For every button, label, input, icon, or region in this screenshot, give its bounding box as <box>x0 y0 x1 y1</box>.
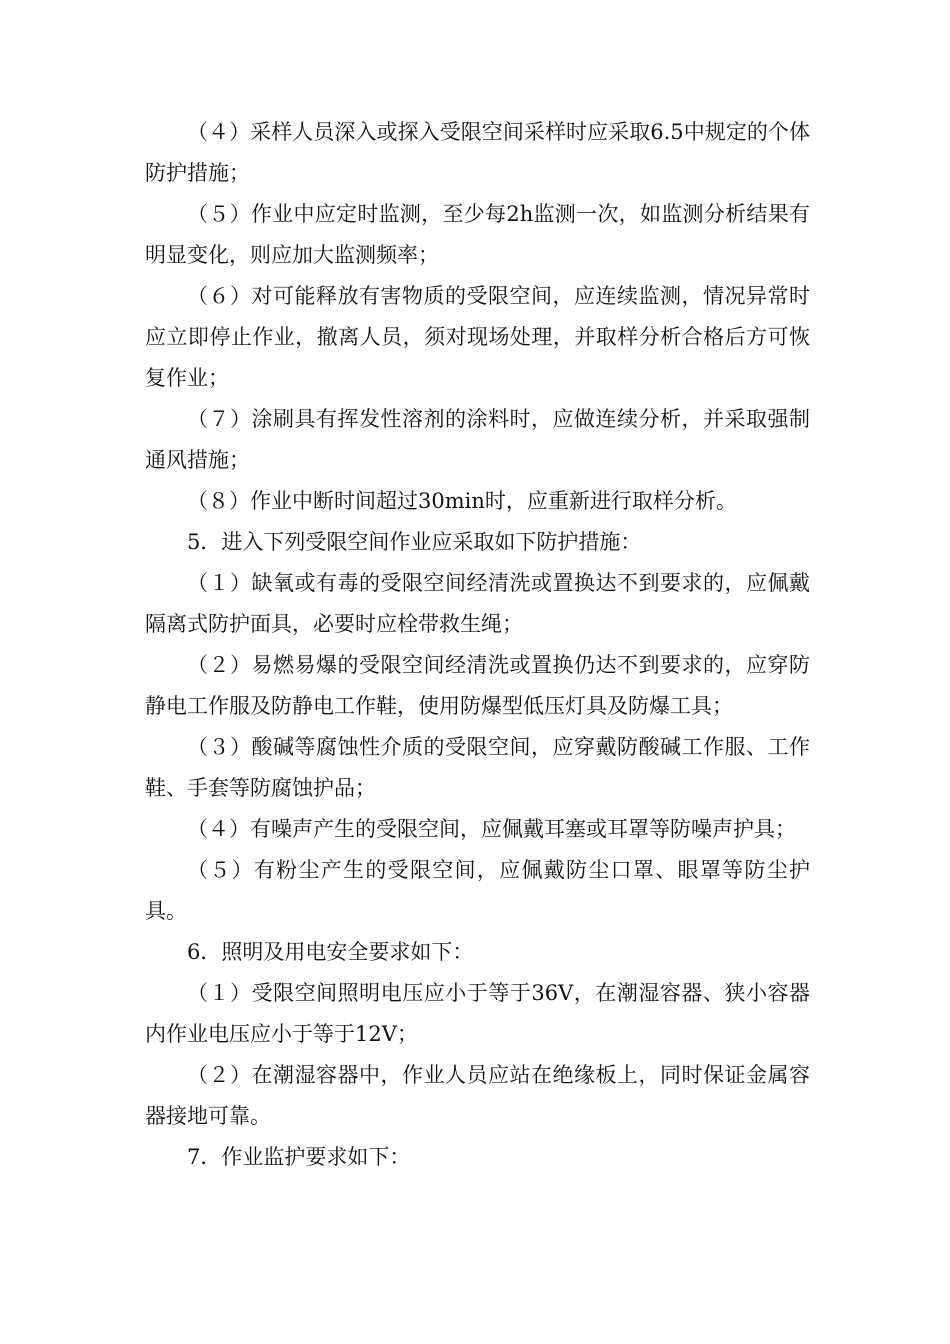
paragraph-section-7-heading: 7．作业监护要求如下： <box>187 1145 411 1169</box>
paragraph-corrosive: （３）酸碱等腐蚀性介质的受限空间，应穿戴防酸碱工作服、工作鞋、手套等防腐蚀护品； <box>145 735 810 800</box>
paragraph-continuous-monitoring: （６）对可能释放有害物质的受限空间，应连续监测，情况异常时应立即停止作业，撤离人员，须对现场处理，并取样分析合格后方可恢复作业； <box>145 284 810 390</box>
paragraph-noise: （４）有噪声产生的受限空间，应佩戴耳塞或耳罩等防噪声护具； <box>187 817 796 841</box>
paragraph-lighting-voltage: （１）受限空间照明电压应小于等于36V，在潮湿容器、狭小容器内作业电压应小于等于12V； <box>145 981 810 1046</box>
paragraph-insulation-grounding: （２）在潮湿容器中，作业人员应站在绝缘板上，同时保证金属容器接地可靠。 <box>145 1063 810 1128</box>
paragraph-sampling-protection: （４）采样人员深入或探入受限空间采样时应采取6.5中规定的个体防护措施； <box>145 120 810 185</box>
paragraph-flammable-explosive: （２）易燃易爆的受限空间经清洗或置换仍达不到要求的，应穿防静电工作服及防静电工作鞋，使用防爆型低压灯具及防爆工具； <box>145 653 810 718</box>
paragraph-section-6-heading: 6．照明及用电安全要求如下： <box>187 940 474 964</box>
paragraph-coating-ventilation: （７）涂刷具有挥发性溶剂的涂料时，应做连续分析，并采取强制通风措施； <box>145 407 810 472</box>
paragraph-dust: （５）有粉尘产生的受限空间，应佩戴防尘口罩、眼罩等防尘护具。 <box>145 858 810 923</box>
paragraph-oxygen-deficient: （１）缺氧或有毒的受限空间经清洗或置换达不到要求的，应佩戴隔离式防护面具，必要时应栓带救生绳； <box>145 571 810 636</box>
paragraph-timed-monitoring: （５）作业中应定时监测，至少每2h监测一次，如监测分析结果有明显变化，则应加大监测频率； <box>145 202 810 267</box>
paragraph-section-5-heading: 5．进入下列受限空间作业应采取如下防护措施： <box>187 530 642 554</box>
paragraph-interruption-resampling: （８）作业中断时间超过30min时，应重新进行取样分析。 <box>187 489 737 513</box>
document-page <box>145 112 810 1178</box>
